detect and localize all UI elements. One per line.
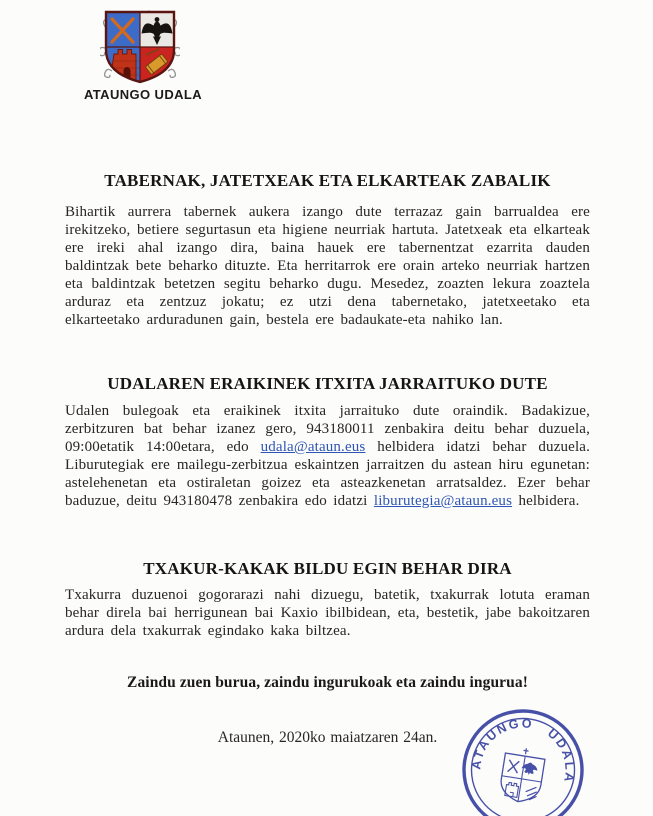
section-3-heading: TXAKUR-KAKAK BILDU EGIN BEHAR DIRA [143,559,512,578]
rubber-stamp-seal [452,699,594,816]
section-1-paragraph: Bihartik aurrera tabernek aukera izango dute terrazaz gain barrualdea ere irekitzeko, betiere segurtasun eta higiene neurriak hartuta. Jatetxeak eta elkarteak ere ireki ahal izango dira, baina hauek ere tabernentzat ezarrita dauden baldintzak bete beharko dituzte. Eta herritarrok ere orain arteko neurriak hartzen eta baldintzak betetzen segitu beharko dugu. Mesedez, zoazten lekura zoaztela arduraz eta zentzuz jokatu; ez utzi dena tabernetako, jatetxeetako eta elkarteetako arduradunen gain, bestela ere badaukate-eta nahiko lan. [65,204,590,328]
section-1-heading: TABERNAK, JATETXEAK ETA ELKARTEAK ZABALIK [104,171,551,190]
section-2-paragraph [65,402,590,510]
udala-email-link[interactable]: udala@ataun.eus [260,439,366,455]
svg-text:ATAUNGO UDALA [469,709,584,786]
section-3-paragraph: Txakurra duzuenoi gogorarazi nahi dizuegu, batetik, txakurrak lotuta eraman behar direla bai herrigunean bai Kaxio ibilbidean, eta, bestetik, jabe bakoitzaren ardura dela txakurrak egindako kaka biltzea. [65,587,590,639]
coat-of-arms-icon [100,8,180,88]
stamp-curved-text: ATAUNGO UDALA [469,716,577,786]
dateline: Ataunen, 2020ko maiatzaren 24an. [217,729,438,746]
org-name-label: ATAUNGO UDALA [83,87,203,102]
section-2-heading: UDALAREN ERAIKINEK ITXITA JARRAITUKO DUTE [107,374,548,393]
section-2-text-before-link1: Udalen bulegoak eta eraikinek itxita jarraituko dute oraindik. Badakizue, zerbitzuren bat behar izanez gero, 943180011 zenbakira deitu behar duzuela, 09:00etatik 14:00etara, edo [65,403,590,455]
coat-of-arms-svg [100,8,180,88]
stamp-shield [498,745,546,805]
liburutegia-email-link[interactable]: liburutegia@ataun.eus [373,493,513,509]
closing-slogan: Zaindu zuen burua, zaindu ingurukoak eta zaindu ingurua! [127,674,528,691]
section-2-text-after-link2: helbidera. [512,493,580,509]
stamp-svg [452,699,594,816]
section-2-text-between-links: helbidera idatzi behar duzuela. Liburutegiak ere mailegu-zerbitzua eskaintzen jarraitzen du astean hiru egunetan: astelehenetan eta ostiraletan goizez eta asteazkenetan arratsaldez. Ezer behar baduzue, deitu 943180478 zenbakira edo idatzi [65,439,590,509]
